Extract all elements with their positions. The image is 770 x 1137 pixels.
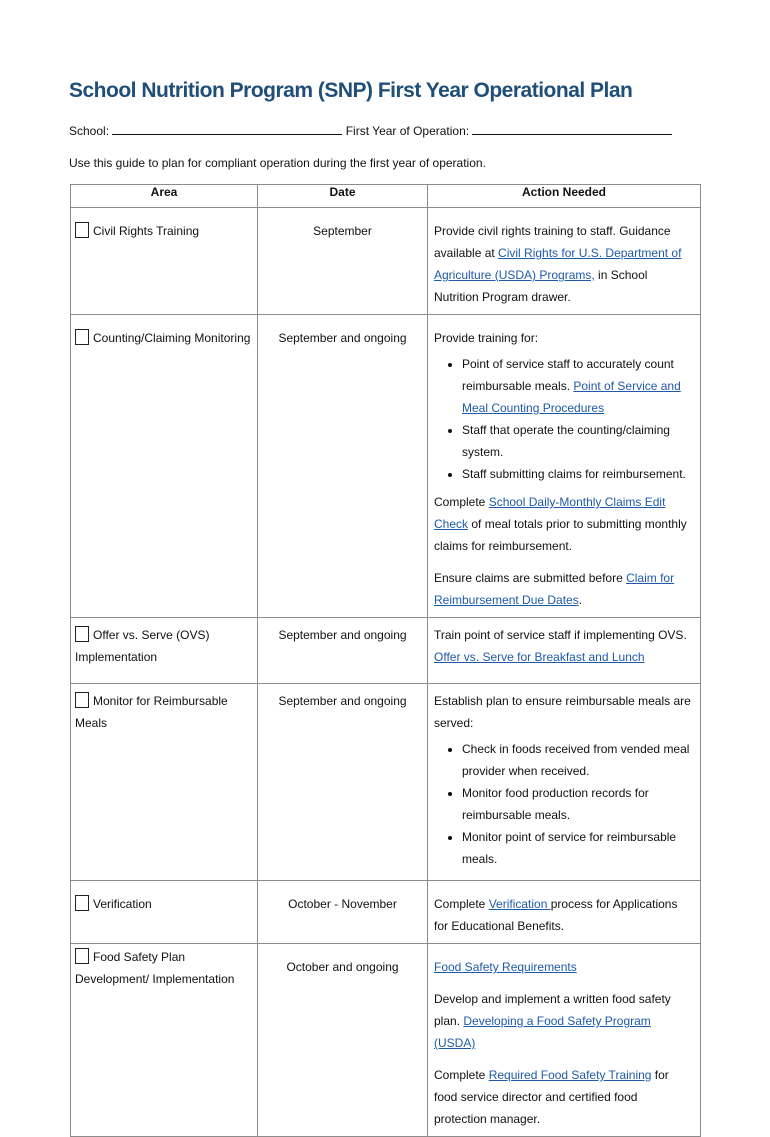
area-cell <box>71 618 258 684</box>
area-cell <box>71 944 258 1137</box>
checkbox[interactable] <box>75 626 89 642</box>
area-label: Civil Rights Training <box>93 224 200 238</box>
action-text: Complete <box>434 495 489 509</box>
date-cell: September and ongoing <box>258 618 428 684</box>
header-area: Area <box>71 185 258 208</box>
action-cell <box>428 684 701 881</box>
developing-food-safety-link[interactable]: Developing a Food Safety Program (USDA) <box>434 1014 651 1050</box>
action-cell <box>428 944 701 1137</box>
area-cell <box>71 315 258 618</box>
page-title: School Nutrition Program (SNP) First Year Operational Plan <box>69 79 633 102</box>
checkbox[interactable] <box>75 329 89 345</box>
header-action: Action Needed <box>428 185 701 208</box>
checkbox[interactable] <box>75 948 89 964</box>
list-item: • Staff submitting claims for reimbursement. <box>462 463 692 485</box>
bullet-list <box>434 353 692 485</box>
action-paragraph <box>434 567 692 611</box>
date-cell: September <box>258 208 428 315</box>
action-text: of meal totals prior to submitting monthly claims for reimbursement. <box>434 517 687 553</box>
table-row <box>71 208 701 315</box>
area-cell <box>71 208 258 315</box>
operational-plan-table <box>70 184 701 1137</box>
bullet-list <box>434 738 692 870</box>
action-text: process for Applications for Educational Benefits. <box>434 897 678 933</box>
area-label: Monitor for Reimbursable Meals <box>75 694 228 730</box>
area-cell <box>71 684 258 881</box>
list-item: • Monitor point of service for reimbursable meals. <box>462 826 692 870</box>
action-text: Complete <box>434 897 489 911</box>
checkbox[interactable] <box>75 895 89 911</box>
action-text: for food service director and certified food protection manager. <box>434 1068 669 1126</box>
action-cell <box>428 618 701 684</box>
area-label: Food Safety Plan Development/ Implementation <box>75 950 235 986</box>
school-field[interactable] <box>112 122 342 135</box>
first-year-field[interactable] <box>472 122 672 135</box>
date-cell: September and ongoing <box>258 315 428 618</box>
area-cell <box>71 881 258 944</box>
table-row <box>71 684 701 881</box>
point-of-service-link[interactable]: Point of Service and Meal Counting Procedures <box>462 379 681 415</box>
guide-text: Use this guide to plan for compliant operation during the first year of operation. <box>69 156 486 170</box>
due-dates-link[interactable]: Claim for Reimbursement Due Dates <box>434 571 675 607</box>
action-cell <box>428 881 701 944</box>
area-label: Offer vs. Serve (OVS) Implementation <box>75 628 210 664</box>
food-safety-training-link[interactable]: Required Food Safety Training <box>488 1068 652 1082</box>
action-intro: Provide training for: <box>434 331 539 345</box>
bullet-text: Point of service staff to accurately count reimbursable meals. <box>462 357 674 393</box>
area-label: Counting/Claiming Monitoring <box>93 331 251 345</box>
date-cell: October - November <box>258 881 428 944</box>
civil-rights-link[interactable]: Civil Rights for U.S. Department of Agriculture (USDA) Programs, <box>434 246 682 282</box>
action-paragraph <box>434 1064 692 1130</box>
area-label: Verification <box>93 897 152 911</box>
list-item: • Check in foods received from vended meal provider when received. <box>462 738 692 782</box>
action-intro: Establish plan to ensure reimbursable meals are served: <box>434 694 691 730</box>
action-text: Provide civil rights training to staff. Guidance available at <box>434 224 671 260</box>
first-year-label: First Year of Operation: <box>345 124 470 138</box>
checkbox[interactable] <box>75 692 89 708</box>
action-text: Develop and implement a written food safety plan. <box>434 992 671 1028</box>
table-row <box>71 618 701 684</box>
table-row <box>71 944 701 1137</box>
list-item: • Staff that operate the counting/claiming system. <box>462 419 692 463</box>
action-text: Ensure claims are submitted before <box>434 571 627 585</box>
checkbox[interactable] <box>75 222 89 238</box>
action-text: . <box>578 593 583 607</box>
date-cell: September and ongoing <box>258 684 428 881</box>
action-cell <box>428 315 701 618</box>
claims-edit-check-link[interactable]: School Daily-Monthly Claims Edit Check <box>434 495 666 531</box>
table-row <box>71 881 701 944</box>
school-label: School: <box>69 124 110 138</box>
action-text: Train point of service staff if implementing OVS. <box>434 628 687 642</box>
action-paragraph <box>434 491 692 557</box>
offer-vs-serve-link[interactable]: Offer vs. Serve for Breakfast and Lunch <box>434 650 645 664</box>
food-safety-requirements-link[interactable]: Food Safety Requirements <box>434 960 577 974</box>
action-paragraph <box>434 988 692 1054</box>
list-item: • Monitor food production records for reimbursable meals. <box>462 782 692 826</box>
action-cell <box>428 208 701 315</box>
action-text: Complete <box>434 1068 489 1082</box>
header-date: Date <box>258 185 428 208</box>
action-text: in School Nutrition Program drawer. <box>434 268 648 304</box>
table-row <box>71 315 701 618</box>
table-header-row <box>71 185 701 208</box>
verification-link[interactable]: Verification <box>488 897 551 911</box>
date-cell: October and ongoing <box>258 944 428 1137</box>
header-fields <box>69 122 672 138</box>
list-item <box>462 353 692 419</box>
